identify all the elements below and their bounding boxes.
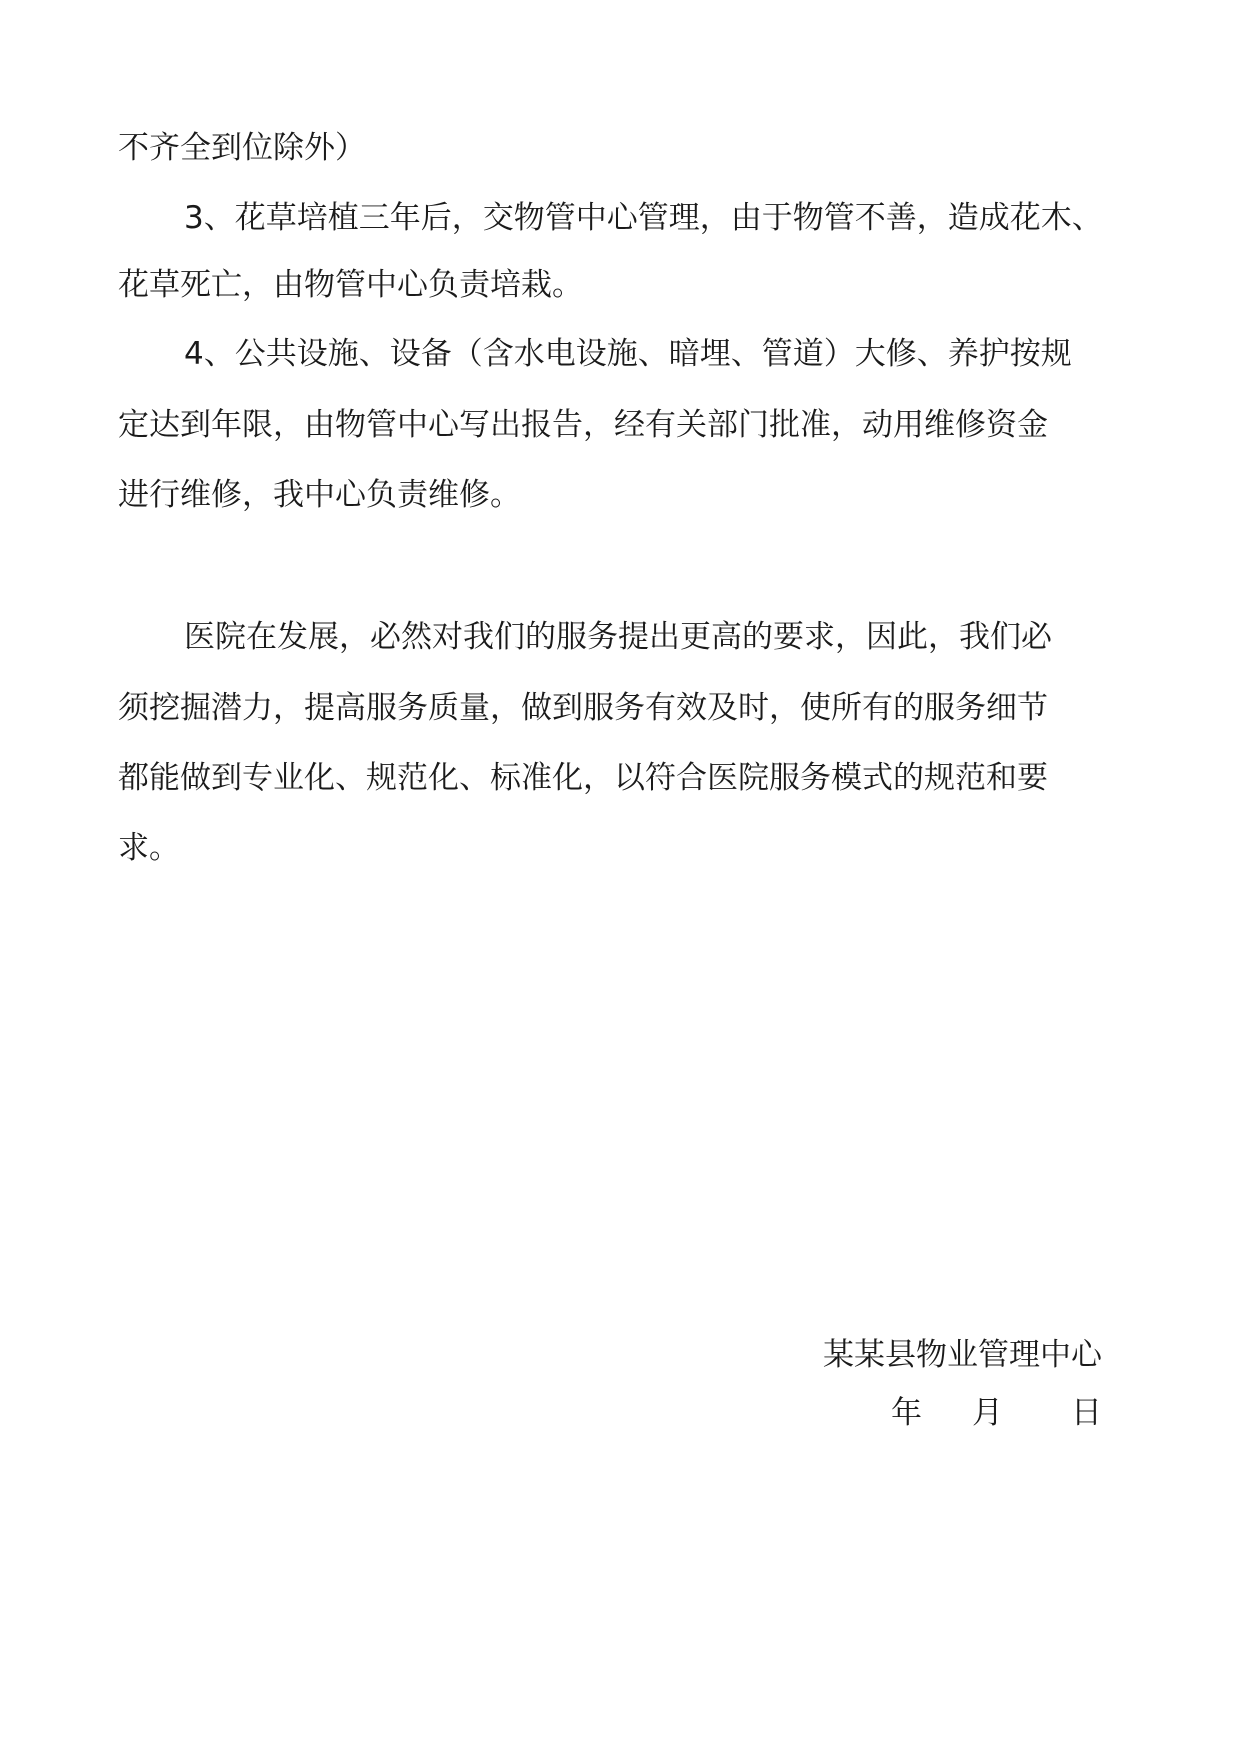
paragraph-a-line-1: 不齐全到位除外）	[118, 130, 366, 166]
paragraph-b-line-2: 花草死亡，由物管中心负责培栽。	[118, 267, 583, 303]
date-day-label: 日	[1071, 1395, 1102, 1431]
signature-organization: 某某县物业管理中心	[823, 1337, 1102, 1373]
signature-date	[891, 1393, 1102, 1433]
paragraph-c-line-1: 4、公共设施、设备（含水电设施、暗埋、管道）大修、养护按规	[184, 336, 1072, 372]
paragraph-d-line-4: 求。	[118, 830, 180, 866]
paragraph-d-line-2: 须挖掘潜力，提高服务质量，做到服务有效及时，使所有的服务细节	[118, 690, 1048, 726]
paragraph-b-line-1: 3、花草培植三年后，交物管中心管理，由于物管不善，造成花木、	[184, 200, 1103, 236]
paragraph-d-line-1: 医院在发展，必然对我们的服务提出更高的要求，因此，我们必	[184, 619, 1052, 655]
date-year-label: 年	[891, 1395, 922, 1431]
paragraph-c-line-3: 进行维修，我中心负责维修。	[118, 477, 521, 513]
date-month-label: 月	[972, 1395, 1003, 1431]
paragraph-c-line-2: 定达到年限，由物管中心写出报告，经有关部门批准，动用维修资金	[118, 407, 1048, 443]
paragraph-d-line-3: 都能做到专业化、规范化、标准化，以符合医院服务模式的规范和要	[118, 760, 1048, 796]
